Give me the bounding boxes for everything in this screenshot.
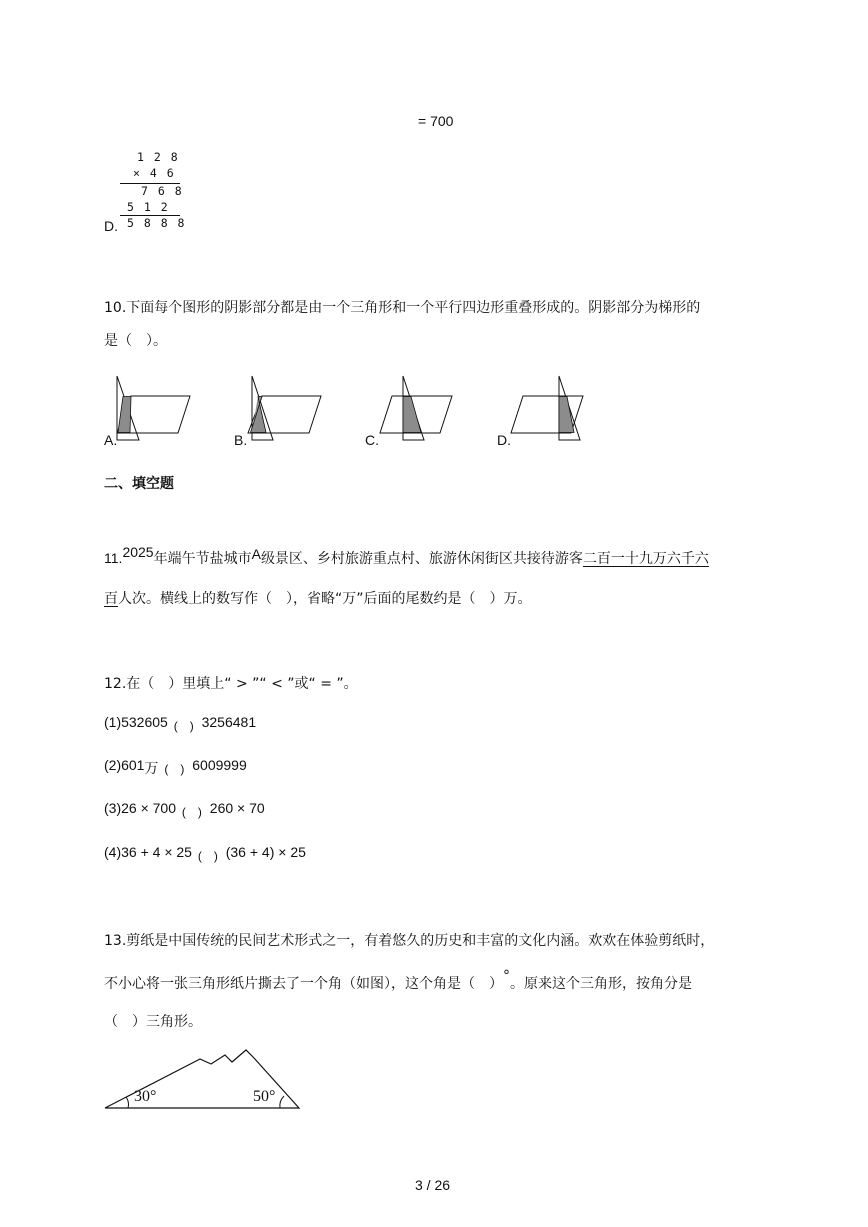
q12-item-3-right: 260 × 70 bbox=[209, 800, 265, 816]
question-10-line2: 是（ ）。 bbox=[104, 333, 167, 349]
q11-part3: 人次。横线上的数写作（ ），省略“万”后面的尾数约是（ ）万。 bbox=[118, 591, 532, 607]
mult-row-4: 5 1 2 bbox=[127, 200, 170, 214]
angle-label-left: 30° bbox=[134, 1088, 157, 1105]
q11-part1: 年端午节盐城市 bbox=[153, 551, 252, 567]
q12-item-1-left: (1)532605 bbox=[104, 714, 168, 730]
section-heading: 二、填空题 bbox=[104, 476, 174, 492]
q11-year: 2025 bbox=[122, 544, 154, 560]
q11-part2: 级景区、乡村旅游重点村、旅游休闲街区共接待游客 bbox=[260, 551, 583, 567]
option-d-label-fig: D. bbox=[497, 432, 511, 448]
question-12-title: 12.在（ ）里填上“ > ”“ < ”或“ = ”。 bbox=[104, 676, 358, 692]
q11-underlined-number-end: 百 bbox=[104, 591, 118, 607]
angle-label-right: 50° bbox=[253, 1088, 276, 1105]
q12-item-2-right: 6009999 bbox=[192, 757, 247, 773]
q13-degree: ° bbox=[503, 968, 510, 984]
q12-item-1-right: 3256481 bbox=[201, 714, 257, 730]
q12-blank-1[interactable]: ( ) bbox=[173, 719, 194, 733]
option-a-label: A. bbox=[104, 432, 118, 448]
q13-line2b: 。原来这个三角形，按角分是 bbox=[510, 976, 692, 992]
q11-prefix: 11. bbox=[104, 550, 123, 566]
q11-underlined-number: 二百一十九万六千六 bbox=[582, 551, 709, 567]
q12-item-2-left: (2)601 bbox=[104, 757, 145, 773]
q13-line2a: 不小心将一张三角形纸片撕去了一个角（如图），这个角是（ ） bbox=[104, 976, 503, 992]
option-c-label: C. bbox=[365, 432, 379, 448]
q12-blank-3[interactable]: ( ) bbox=[181, 805, 202, 819]
equation-line: = 700 bbox=[418, 113, 454, 129]
mult-row-1: 1 2 8 bbox=[137, 150, 180, 164]
q12-item-2-unit: 万 bbox=[144, 761, 159, 777]
q12-blank-4[interactable]: ( ) bbox=[197, 849, 218, 863]
q12-item-4-right: (36 + 4) × 25 bbox=[225, 844, 306, 860]
option-d-label: D. bbox=[104, 218, 118, 234]
option-b-label: B. bbox=[234, 432, 248, 448]
q12-blank-2[interactable]: ( ) bbox=[164, 762, 185, 776]
question-13-line1: 13.剪纸是中国传统的民间艺术形式之一，有着悠久的历史和丰富的文化内涵。欢欢在体验剪纸时， bbox=[104, 933, 715, 949]
page-number: 3 / 26 bbox=[415, 1177, 451, 1193]
mult-row-2: × 4 6 bbox=[133, 166, 176, 180]
mult-row-3: 7 6 8 bbox=[141, 184, 184, 198]
question-13-line3: （ ）三角形。 bbox=[104, 1014, 202, 1030]
q12-item-3-left: (3)26 × 700 bbox=[104, 800, 176, 816]
q11-grade: A bbox=[251, 546, 261, 562]
q12-item-4-left: (4)36 + 4 × 25 bbox=[104, 844, 192, 860]
mult-row-5: 5 8 8 8 bbox=[127, 216, 186, 230]
question-10-line1: 10.下面每个图形的阴影部分都是由一个三角形和一个平行四边形重叠形成的。阴影部分为梯形的 bbox=[104, 300, 701, 316]
